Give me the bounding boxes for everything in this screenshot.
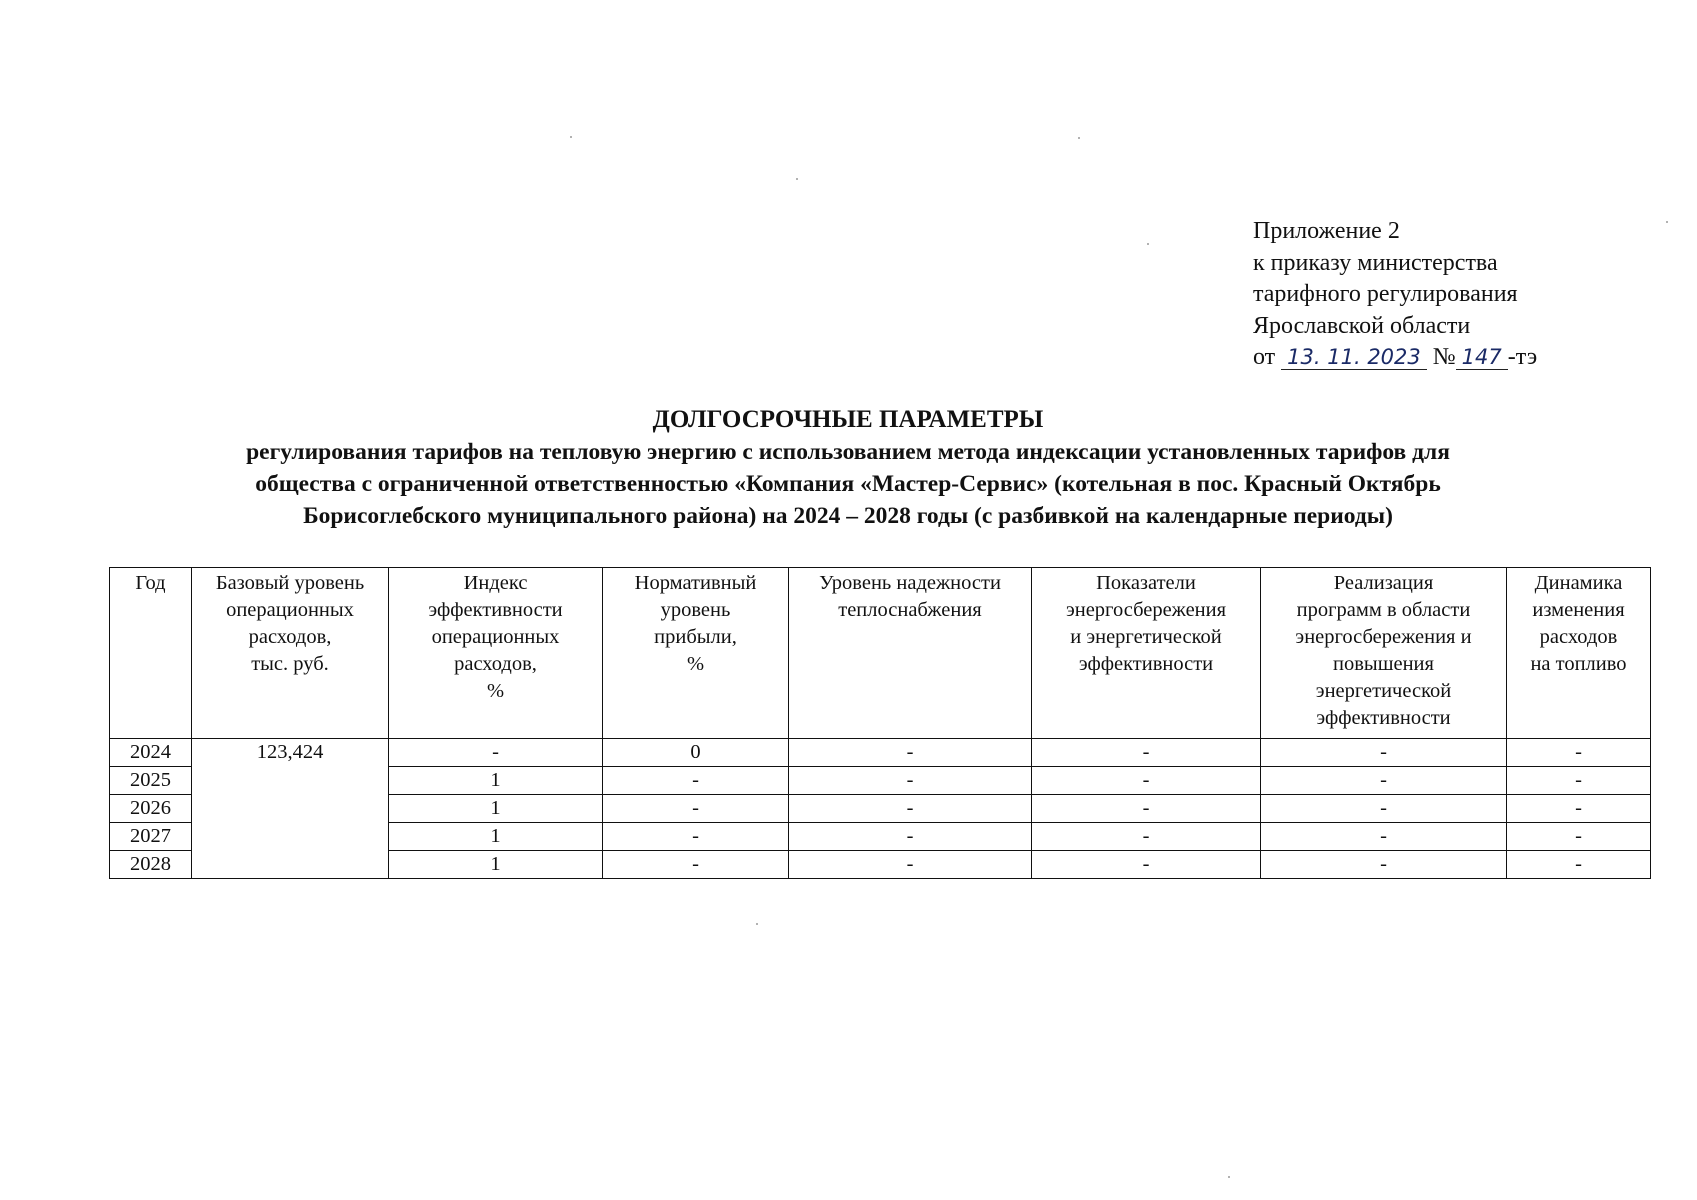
cell-base-level: 123,424 — [192, 739, 389, 879]
cell-index: 1 — [389, 795, 603, 823]
cell-reliability: - — [789, 795, 1032, 823]
scan-speck — [756, 923, 758, 925]
header-energy-saving: Показатели энергосбережения и энергетической эффективности — [1032, 568, 1261, 739]
cell-reliability: - — [789, 851, 1032, 879]
cell-reliability: - — [789, 739, 1032, 767]
cell-programs: - — [1261, 767, 1507, 795]
cell-fuel: - — [1507, 795, 1651, 823]
document-heading — [110, 404, 1586, 532]
number-prefix: № — [1432, 344, 1456, 370]
cell-energy-saving: - — [1032, 823, 1261, 851]
cell-index: 1 — [389, 823, 603, 851]
scan-speck — [796, 178, 798, 180]
header-reliability: Уровень надежности теплоснабжения — [789, 568, 1032, 739]
cell-energy-saving: - — [1032, 739, 1261, 767]
document-title: ДОЛГОСРОЧНЫЕ ПАРАМЕТРЫ — [652, 406, 1044, 433]
cell-reliability: - — [789, 823, 1032, 851]
header-programs: Реализация программ в области энергосбережения и повышения энергетической эффективности — [1261, 568, 1507, 739]
header-fuel-dynamics: Динамика изменения расходов на топливо — [1507, 568, 1651, 739]
cell-profit: - — [603, 795, 789, 823]
cell-index: 1 — [389, 851, 603, 879]
cell-energy-saving: - — [1032, 767, 1261, 795]
cell-index: - — [389, 739, 603, 767]
cell-year: 2026 — [110, 795, 192, 823]
subtitle-line: Борисоглебского муниципального района) на 2024 – 2028 годы (с разбивкой на календарные периоды) — [303, 503, 1393, 529]
cell-profit: 0 — [603, 739, 789, 767]
number-suffix: -тэ — [1507, 344, 1538, 370]
cell-fuel: - — [1507, 739, 1651, 767]
appendix-line: Ярославской области — [1253, 312, 1471, 339]
subtitle-line: общества с ограниченной ответственностью «Компания «Мастер-Сервис» (котельная в пос. Красный Октябрь — [255, 471, 1441, 497]
cell-energy-saving: - — [1032, 851, 1261, 879]
order-date: 13. 11. 2023 — [1281, 345, 1427, 370]
cell-profit: - — [603, 851, 789, 879]
cell-energy-saving: - — [1032, 795, 1261, 823]
cell-reliability: - — [789, 767, 1032, 795]
cell-year: 2025 — [110, 767, 192, 795]
table-header-row — [110, 568, 1651, 739]
cell-programs: - — [1261, 823, 1507, 851]
appendix-line: тарифного регулирования — [1253, 281, 1518, 307]
appendix-line: Приложение 2 — [1253, 218, 1400, 244]
header-profit-level: Нормативный уровень прибыли, % — [603, 568, 789, 739]
cell-programs: - — [1261, 851, 1507, 879]
scan-speck — [570, 136, 572, 138]
cell-fuel: - — [1507, 851, 1651, 879]
scan-speck — [1228, 1176, 1230, 1178]
header-base-level: Базовый уровень операционных расходов, тыс. руб. — [192, 568, 389, 739]
appendix-date-line — [1253, 342, 1537, 374]
cell-programs: - — [1261, 739, 1507, 767]
cell-profit: - — [603, 767, 789, 795]
scan-speck — [1078, 137, 1080, 139]
cell-fuel: - — [1507, 823, 1651, 851]
table-row — [110, 739, 1651, 767]
header-efficiency-index: Индекс эффективности операционных расходов, % — [389, 568, 603, 739]
header-year: Год — [110, 568, 192, 739]
parameters-table — [109, 567, 1651, 879]
cell-profit: - — [603, 823, 789, 851]
appendix-block — [1253, 216, 1537, 374]
cell-year: 2024 — [110, 739, 192, 767]
appendix-line: к приказу министерства — [1253, 249, 1498, 276]
cell-year: 2027 — [110, 823, 192, 851]
scan-speck — [1147, 243, 1149, 245]
cell-fuel: - — [1507, 767, 1651, 795]
cell-programs: - — [1261, 795, 1507, 823]
scan-speck — [1666, 221, 1668, 223]
date-prefix: от — [1253, 344, 1276, 370]
subtitle-line: регулирования тарифов на тепловую энергию с использованием метода индексации установленных тарифов для — [246, 439, 1450, 465]
order-number: 147 — [1456, 345, 1508, 370]
cell-index: 1 — [389, 767, 603, 795]
cell-year: 2028 — [110, 851, 192, 879]
